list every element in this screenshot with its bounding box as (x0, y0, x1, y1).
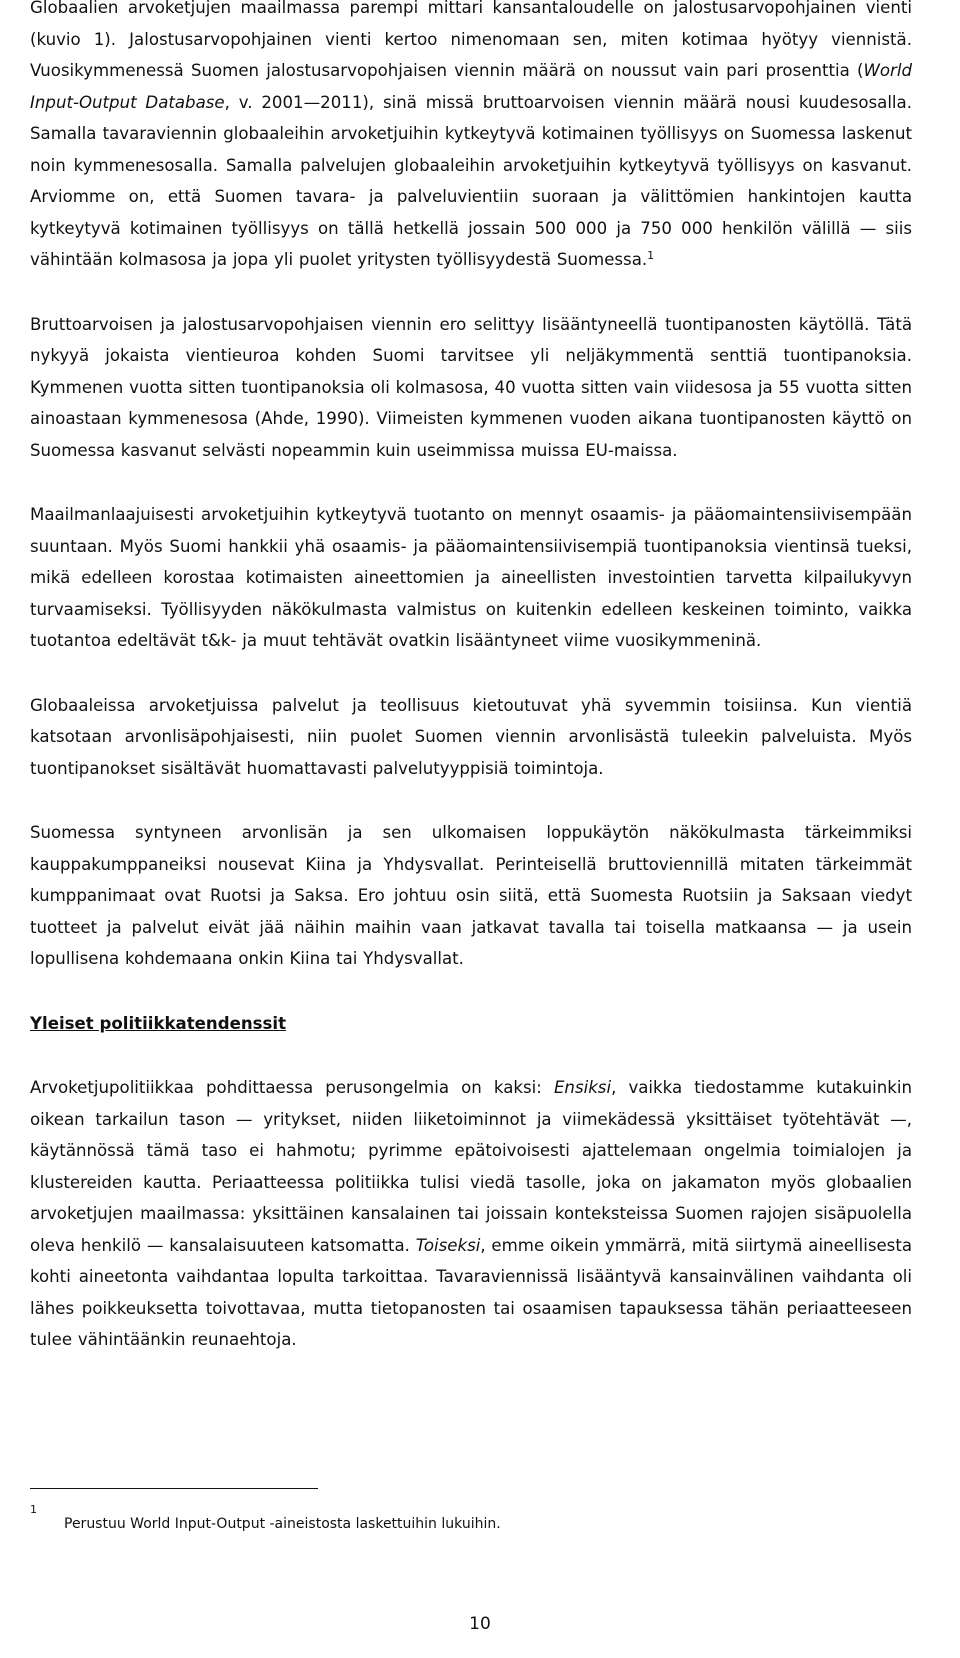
text-run: Arvoketjupolitiikkaa pohdittaessa perusongelmia on kaksi: (30, 1078, 554, 1097)
paragraph-gap (30, 784, 912, 817)
paragraph-gap (30, 276, 912, 309)
text-run: , vaikka tiedostamme kutakuinkin oikean tarkailun tason — yritykset, niiden liiketoiminnot ja viimekädessä yksittäiset työtehtävät —, käytännössä tämä taso ei hahmotu; pyrimme epätoivoisesti ajattelemaan ongelmia toimialojen ja klustereiden kautta. Periaatteessa politiikka tulisi viedä tasolle, joka on jakamaton myös globaalien arvoketjujen maailmassa: yksittäinen kansalainen tai joissain konteksteissa Suomen rajojen sisäpuolella oleva henkilö — kansalaisuuteen katsomatta. (30, 1078, 912, 1255)
footnote-reference: 1 (647, 249, 655, 262)
section-heading: Yleiset politiikkatendenssit (30, 1013, 287, 1033)
paragraph-6 (30, 1072, 912, 1356)
footnote-divider (30, 1488, 318, 1489)
paragraph-gap (30, 975, 912, 1008)
text-run: Globaaleissa arvoketjuissa palvelut ja teollisuus kietoutuvat yhä syvemmin toisiinsa. Kun vientiä katsotaan arvonlisäpohjaisesti, niin puolet Suomen viennin arvonlisästä tuleekin palveluista. Myös tuontipanokset sisältävät huomattavasti palvelutyyppisiä toimintoja. (30, 695, 912, 778)
document-page (30, 0, 912, 1356)
text-run: Bruttoarvoisen ja jalostusarvopohjaisen viennin ero selittyy lisääntyneellä tuontipanosten käytöllä. Tätä nykyyä jokaista vientieuroa kohden Suomi tarvitsee yli neljäkymmentä senttiä tuontipanoksia. Kymmenen vuotta sitten tuontipanoksia oli kolmasosa, 40 vuotta sitten vain viidesosa ja 55 vuotta sitten ainoastaan kymmenesosa (Ahde, 1990). Viimeisten kymmenen vuoden aikana tuontipanosten käyttö on Suomessa kasvanut selvästi nopeammin kuin useimmissa muissa EU-maissa. (30, 314, 912, 460)
text-run: Globaalien arvoketjujen maailmassa parempi mittari kansantaloudelle on jalostusarvopohjainen vienti (kuvio 1). Jalostusarvopohjainen vienti kertoo nimenomaan sen, miten kotimaa hyötyy viennistä. Vuosikymmenessä Suomen jalostusarvopohjaisen viennin määrä on noussut vain pari prosenttia ( (30, 0, 912, 80)
paragraph-gap (30, 657, 912, 690)
text-run: , emme oikein ymmärrä, mitä siirtymä aineellisesta kohti aineetonta vaihdantaa lopulta tarkoittaa. Tavaraviennissä lisääntyvä kansainvälinen vaihdanta oli lähes poikkeuksetta toivottavaa, mutta tietopanosten tai osaamisen tapauksessa tähän periaatteeseen tulee vähintäänkin reunaehtoja. (30, 1235, 912, 1349)
page-number: 10 (469, 1614, 491, 1634)
text-run: Suomessa syntyneen arvonlisän ja sen ulkomaisen loppukäytön näkökulmasta tärkeimmiksi kauppakumppaneiksi nousevat Kiina ja Yhdysvallat. Perinteisellä bruttoviennillä mitaten tärkeimmät kumppanimaat ovat Ruotsi ja Saksa. Ero johtuu osin siitä, että Suomesta Ruotsiin ja Saksaan viedyt tuotteet ja palvelut eivät jää näihin maihin vaan jatkavat tavalla tai toisella matkaansa — ja usein lopullisena kohdemaana onkin Kiina tai Yhdysvallat. (30, 823, 912, 968)
footnote-text: Perustuu World Input-Output -aineistosta laskettuihin lukuihin. (64, 1516, 501, 1532)
italic-text: World Input-Output Database (30, 61, 912, 112)
paragraph-1 (30, 0, 912, 276)
paragraph-5 (30, 817, 912, 975)
paragraph-gap (30, 466, 912, 499)
paragraph-gap (30, 1039, 912, 1072)
paragraph-2 (30, 309, 912, 467)
text-run: Maailmanlaajuisesti arvoketjuihin kytkeytyvä tuotanto on mennyt osaamis- ja pääomaintensiivisempään suuntaan. Myös Suomi hankkii yhä osaamis- ja pääomaintensiivisempiä tuontipanoksia vientinsä tueksi, mikä edelleen korostaa kotimaisten aineettomien ja aineellisten investointien tarvetta kilpailukyvyn turvaamiseksi. Työllisyyden näkökulmasta valmistus on kuitenkin edelleen keskeinen toiminto, vaikka tuotantoa edeltävät t&k- ja muut tehtävät ovatkin lisääntyneet viime vuosikymmeninä. (30, 505, 912, 650)
italic-text: Ensiksi (553, 1078, 612, 1097)
paragraph-3 (30, 499, 912, 657)
footnote-number: 1 (30, 1503, 37, 1516)
paragraph-4 (30, 690, 912, 785)
text-run: , v. 2001—2011), sinä missä bruttoarvoisen viennin määrä nousi kuudesosalla. Samalla tavaraviennin globaaleihin arvoketjuihin kytkeytyvä kotimainen työllisyys on Suomessa laskenut noin kymmenesosalla. Samalla palvelujen globaaleihin arvoketjuihin kytkeytyvä työllisyys on kasvanut. Arviomme on, että Suomen tavara- ja palveluvientiin suoraan ja välittömien hankintojen kautta kytkeytyvä kotimainen työllisyys on tällä hetkellä jossain 500 000 ja 750 000 henkilön välillä — siis vähintään kolmasosa ja jopa yli puolet yritysten työllisyydestä Suomessa. (30, 92, 912, 269)
italic-text: Toiseksi (415, 1235, 481, 1255)
